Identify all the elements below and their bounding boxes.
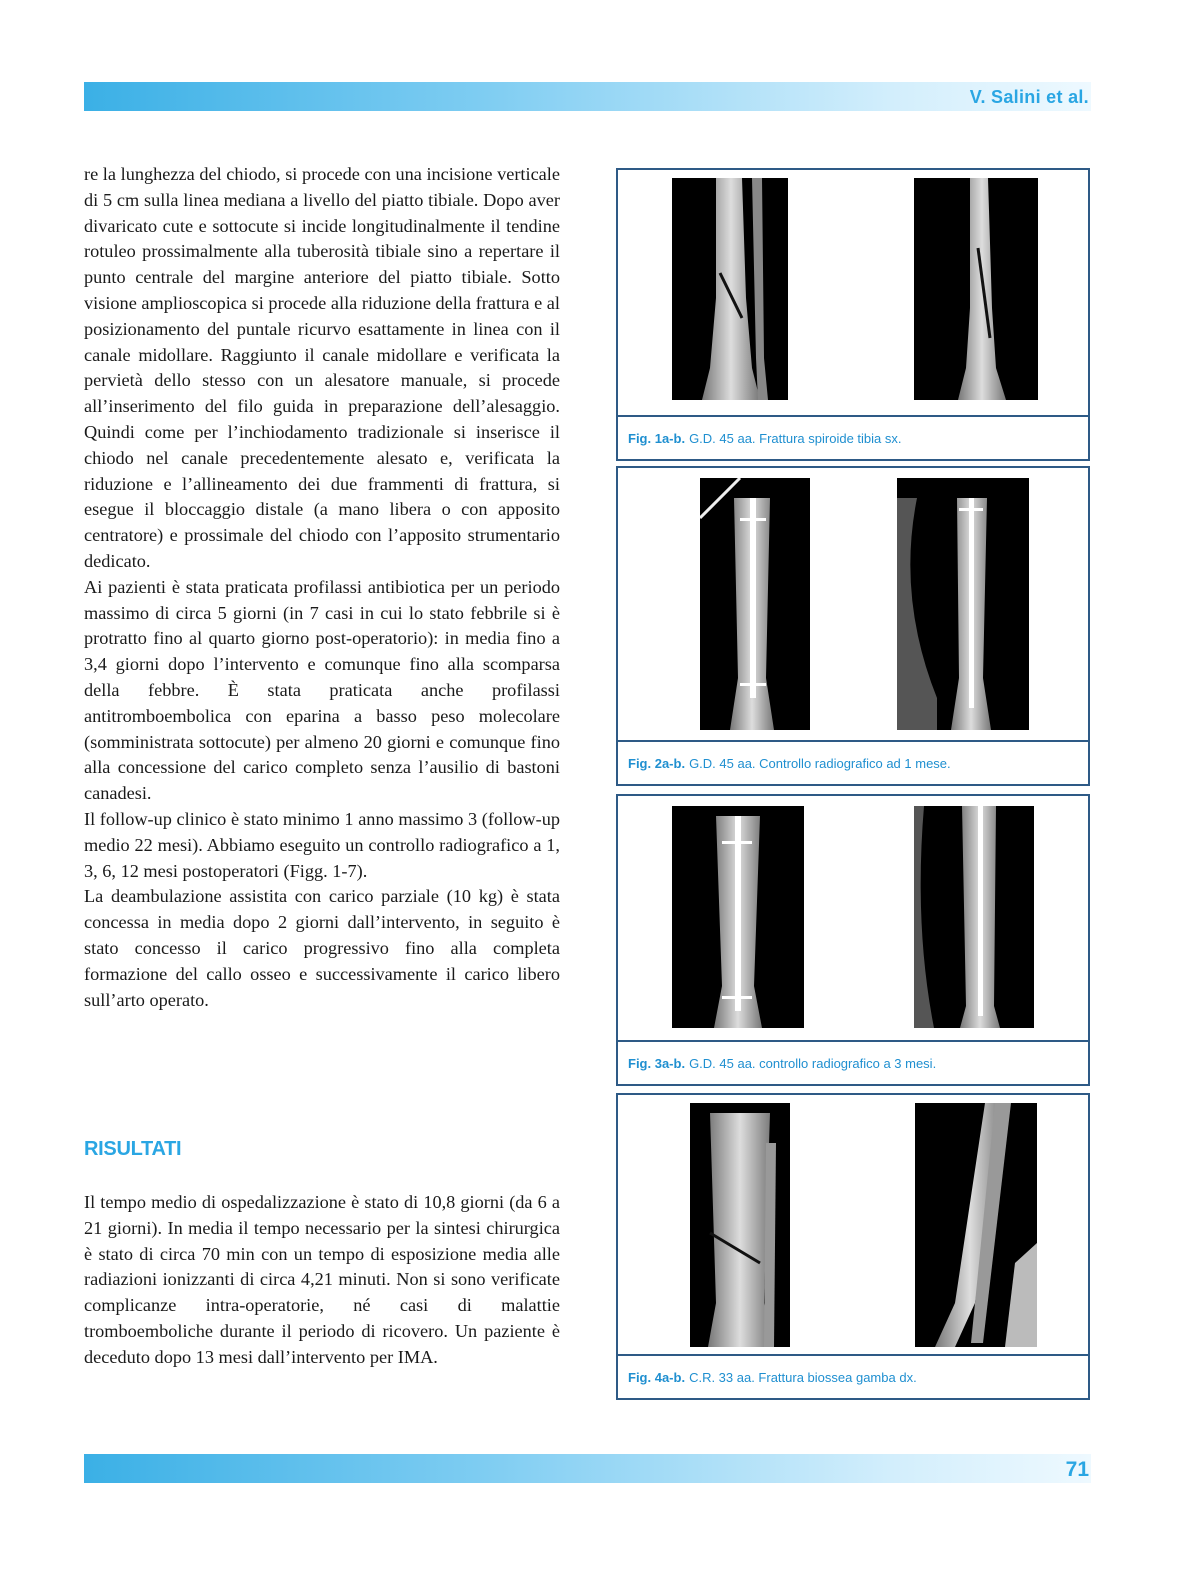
figure-2-caption-text: G.D. 45 aa. Controllo radiografico ad 1 mese. [689,755,951,771]
figure-3 [616,794,1090,1086]
section-title-results: RISULTATI [84,1138,182,1160]
page-number: 71 [1065,1458,1089,1481]
paragraph-follow-up: Il follow-up clinico è stato minimo 1 anno massimo 3 (follow-up medio 22 mesi). Abbiamo eseguito un controllo radiografico a 1, 3, 6, 12 mesi postoperatori (Figg. 1-7). [84,808,560,881]
body-text-column [84,162,560,1013]
figure-1-caption-text: G.D. 45 aa. Frattura spiroide tibia sx. [689,430,902,446]
figure-1-caption [618,415,1088,459]
figure-2 [616,466,1090,786]
footer-band [84,1454,1091,1483]
xray-image-3a [672,806,804,1028]
xray-image-2a [700,478,810,730]
figure-3-caption [618,1040,1088,1084]
results-text [84,1190,560,1371]
paragraph-ambulation: La deambulazione assistita con carico parziale (10 kg) è stata concessa in media dopo 2 giorni dall’intervento, in seguito è stato concesso il carico progressivo fino alla completa formazione del callo osseo e successivamente il carico libero sull’arto operato. [84,886,560,1010]
running-header-author: V. Salini et al. [969,87,1089,107]
xray-image-4a [690,1103,790,1347]
xray-image-3b [914,806,1034,1028]
figure-2-label: Fig. 2a-b. [628,755,686,771]
xray-image-1b [914,178,1038,400]
xray-image-4b [915,1103,1037,1347]
figure-4-caption [618,1354,1088,1398]
paragraph-prophylaxis: Ai pazienti è stata praticata profilassi antibiotica per un periodo massimo di circa 5 giorni (in 7 casi in cui lo stato febbrile si è protratto fino al quarto giorno post-operatorio): in media fino a 3,4 giorni dopo l’intervento e comunque fino alla scomparsa della febbre. È stata praticata anche profilassi antitromboembolica con eparina a basso peso molecolare (somministrata sottocute) per almeno 20 giorni e comunque fino alla concessione del carico completo senza l’ausilio di bastoni canadesi. [84,576,560,804]
figure-4-label: Fig. 4a-b. [628,1369,686,1385]
header-band [84,82,1091,111]
figure-4-caption-text: C.R. 33 aa. Frattura biossea gamba dx. [689,1369,917,1385]
xray-image-2b [897,478,1029,730]
xray-image-1a [672,178,788,400]
figure-1-label: Fig. 1a-b. [628,430,686,446]
figure-3-caption-text: G.D. 45 aa. controllo radiografico a 3 mesi. [689,1055,937,1071]
paragraph-results: Il tempo medio di ospedalizzazione è stato di 10,8 giorni (da 6 a 21 giorni). In media il tempo necessario per la sintesi chirurgica è stato di circa 70 min con un tempo di esposizione media alle radiazioni ionizzanti di circa 4,21 minuti. Non si sono verificate complicanze intra-operatorie, né casi di malattie tromboemboliche durante il periodo di ricovero. Un paziente è deceduto dopo 13 mesi dall’intervento per IMA. [84,1192,560,1367]
figure-3-label: Fig. 3a-b. [628,1055,686,1071]
figure-4 [616,1093,1090,1400]
figure-2-caption [618,740,1088,784]
figure-1 [616,168,1090,461]
paragraph-procedure: re la lunghezza del chiodo, si procede con una incisione verticale di 5 cm sulla linea mediana a livello del piatto tibiale. Dopo aver divaricato cute e sottocute si incide longitudinalmente il tendine rotuleo prossimalmente alla tuberosità tibiale sino a repertare il punto centrale del margine anteriore del piatto tibiale. Sotto visione amplioscopica si procede alla riduzione della frattura e al posizionamento del puntale ricurvo esattamente in linea con il canale midollare. Raggiunto il canale midollare e verificata la pervietà dello stesso con un alesatore manuale, si procede all’inserimento del filo guida in preparazione dell’alesaggio. Quindi come per l’inchiodamento tradizionale si inserisce il chiodo nel canale precedentemente alesato e, verificata la riduzione e l’allineamento dei due frammenti di frattura, si esegue il bloccaggio distale (a mano libera o con apposito centratore) e prossimale del chiodo con l’apposito strumentario dedicato. [84,164,560,571]
